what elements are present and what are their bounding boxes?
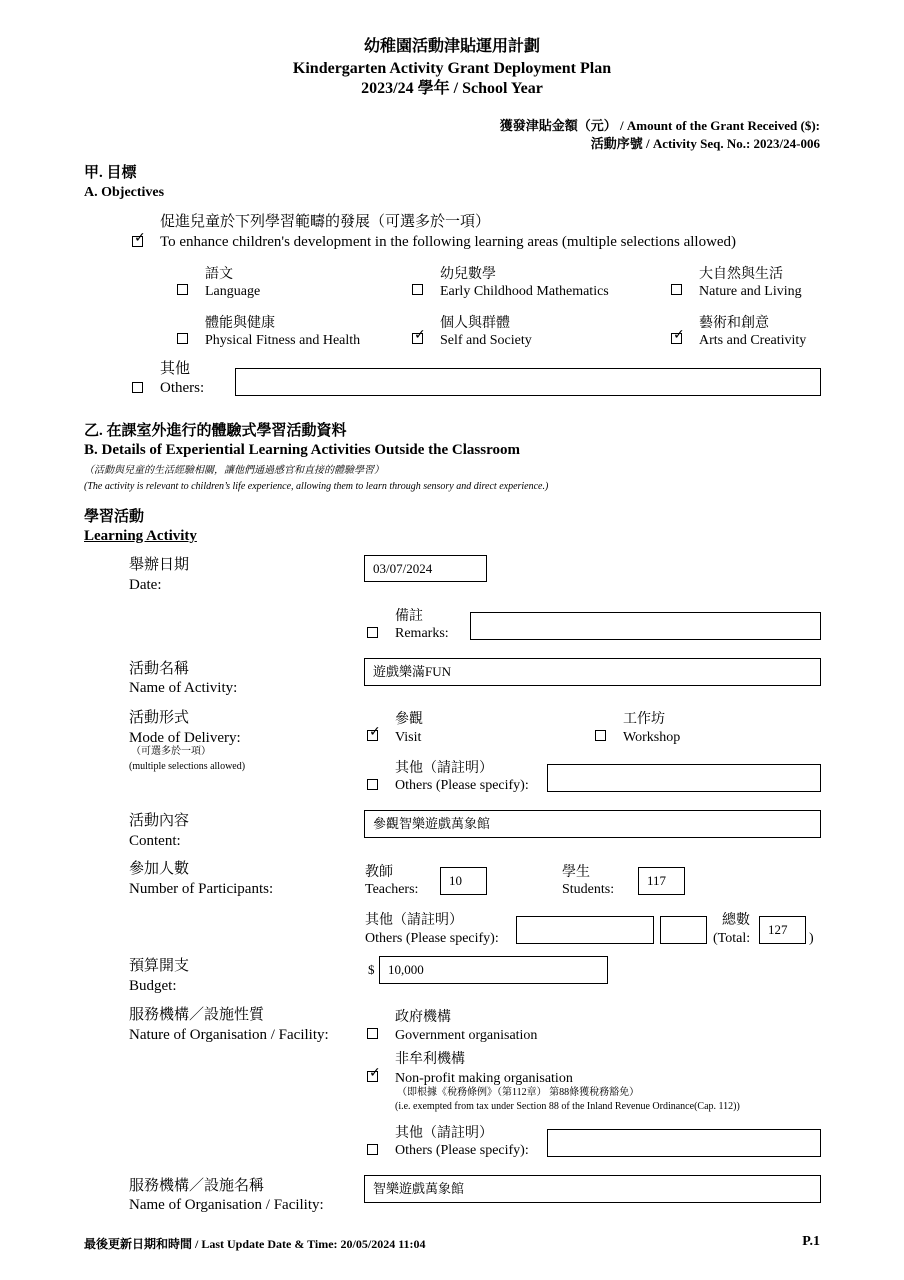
workshop-label-zh: 工作坊 — [623, 712, 665, 727]
students-label-en: Students: — [562, 882, 615, 897]
others-checkbox[interactable] — [132, 382, 143, 393]
mode-others-checkbox[interactable] — [367, 779, 378, 790]
section-b-heading-en: B. Details of Experiential Learning Activities Outside the Classroom — [84, 442, 520, 458]
activity-seq-no: 活動序號 / Activity Seq. No.: 2023/24-006 — [590, 136, 820, 151]
mode-note-en: (multiple selections allowed) — [129, 761, 246, 772]
area-fitness-en: Physical Fitness and Health — [205, 333, 361, 348]
objective-checkbox[interactable] — [132, 236, 143, 247]
participants-others-label-zh: 其他（請註明） — [365, 913, 463, 928]
remarks-checkbox[interactable] — [367, 627, 378, 638]
area-arts-en: Arts and Creativity — [699, 333, 807, 348]
area-self-society-zh: 個人與群體 — [440, 316, 510, 331]
remarks-input[interactable] — [470, 612, 821, 640]
mode-note-zh: （可選多於一項） — [131, 746, 211, 757]
remarks-label-en: Remarks: — [395, 626, 449, 641]
date-field[interactable]: 03/07/2024 — [364, 555, 487, 582]
grant-amount: 獲發津貼金額（元） / Amount of the Grant Received ($): — [499, 118, 820, 133]
participants-label-en: Number of Participants: — [129, 881, 274, 897]
area-language-en: Language — [205, 284, 261, 299]
total-label-zh: 總數 — [722, 913, 750, 928]
area-arts-zh: 藝術和創意 — [699, 316, 769, 331]
area-self-society-en: Self and Society — [440, 333, 532, 348]
nature-others-label-zh: 其他（請註明） — [395, 1126, 493, 1141]
area-checkbox-maths[interactable] — [412, 284, 423, 295]
school-year: 2023/24 學年 / School Year — [361, 80, 543, 97]
title-en: Kindergarten Activity Grant Deployment Plan — [292, 60, 612, 77]
others-label-zh: 其他 — [160, 361, 191, 377]
area-fitness-zh: 體能與健康 — [205, 316, 275, 331]
gov-checkbox[interactable] — [367, 1028, 378, 1039]
visit-label-zh: 參觀 — [395, 712, 423, 727]
mode-label-zh: 活動形式 — [129, 710, 190, 726]
teachers-label-zh: 教師 — [365, 865, 393, 880]
total-field[interactable]: 127 — [759, 916, 806, 944]
nature-others-checkbox[interactable] — [367, 1144, 378, 1155]
remarks-label-zh: 備註 — [395, 609, 423, 624]
budget-label-en: Budget: — [129, 978, 177, 994]
gov-label-en: Government organisation — [395, 1028, 538, 1043]
others-input[interactable] — [235, 368, 821, 396]
org-name-label-zh: 服務機構／設施名稱 — [129, 1178, 265, 1194]
students-label-zh: 學生 — [562, 865, 590, 880]
npo-note-zh: （即根據《稅務條例》（第112章） 第88條獲稅務豁免） — [397, 1087, 640, 1098]
area-nature-en: Nature and Living — [699, 284, 802, 299]
nature-others-input[interactable] — [547, 1129, 821, 1157]
total-close-paren: ) — [809, 931, 814, 946]
section-b-heading-zh: 乙. 在課室外進行的體驗式學習活動資料 — [84, 423, 347, 439]
objective-label-zh: 促進兒童於下列學習範疇的發展（可選多於一項） — [160, 214, 491, 230]
activity-name-field[interactable]: 遊戲樂滿FUN — [364, 658, 821, 686]
activity-name-label-zh: 活動名稱 — [129, 661, 190, 677]
area-maths-zh: 幼兒數學 — [440, 267, 496, 282]
title-zh: 幼稚園活動津貼運用計劃 — [363, 38, 540, 55]
total-label-en: (Total: — [713, 931, 751, 946]
learning-activity-en: Learning Activity — [84, 528, 197, 544]
objective-label-en: To enhance children's development in the following learning areas (multiple selections allowed) — [160, 234, 737, 250]
participants-others-count[interactable] — [660, 916, 707, 944]
mode-others-label-en: Others (Please specify): — [395, 778, 529, 793]
students-field[interactable]: 117 — [638, 867, 685, 895]
learning-activity-zh: 學習活動 — [84, 509, 145, 525]
npo-note-en: (i.e. exempted from tax under Section 88 of the Inland Revenue Ordinance(Cap. 112)) — [395, 1101, 740, 1112]
area-maths-en: Early Childhood Mathematics — [440, 284, 609, 299]
others-label-en: Others: — [160, 380, 205, 396]
npo-label-en: Non-profit making organisation — [395, 1071, 573, 1086]
npo-label-zh: 非牟利機構 — [395, 1052, 465, 1067]
activity-name-label-en: Name of Activity: — [129, 680, 238, 696]
mode-label-en: Mode of Delivery: — [129, 730, 241, 746]
mode-others-input[interactable] — [547, 764, 821, 792]
last-update: 最後更新日期和時間 / Last Update Date & Time: 20/05/2024 11:04 — [84, 1237, 426, 1251]
section-a-heading-zh: 甲. 目標 — [84, 165, 137, 181]
section-b-note-en: (The activity is relevant to children’s life experience, allowing them to learn through sensory and direct experience.) — [84, 481, 549, 492]
org-name-field[interactable]: 智樂遊戲萬象館 — [364, 1175, 821, 1203]
teachers-label-en: Teachers: — [365, 882, 419, 897]
budget-field[interactable]: 10,000 — [379, 956, 608, 984]
nature-label-zh: 服務機構／設施性質 — [129, 1007, 265, 1023]
area-checkbox-self-society[interactable] — [412, 333, 423, 344]
area-nature-zh: 大自然與生活 — [699, 267, 783, 282]
area-language-zh: 語文 — [205, 267, 233, 282]
nature-others-label-en: Others (Please specify): — [395, 1143, 529, 1158]
date-label-zh: 舉辦日期 — [129, 557, 190, 573]
participants-label-zh: 參加人數 — [129, 861, 190, 877]
date-label-en: Date: — [129, 577, 162, 593]
visit-label-en: Visit — [395, 730, 422, 745]
area-checkbox-language[interactable] — [177, 284, 188, 295]
nature-label-en: Nature of Organisation / Facility: — [129, 1027, 329, 1043]
gov-label-zh: 政府機構 — [395, 1010, 451, 1025]
content-field[interactable]: 參觀智樂遊戲萬象館 — [364, 810, 821, 838]
participants-others-label-en: Others (Please specify): — [365, 931, 499, 946]
content-label-zh: 活動內容 — [129, 813, 190, 829]
content-label-en: Content: — [129, 833, 181, 849]
section-a-heading-en: A. Objectives — [84, 185, 165, 200]
area-checkbox-arts[interactable] — [671, 333, 682, 344]
mode-others-label-zh: 其他（請註明） — [395, 761, 493, 776]
page-number: P.1 — [802, 1234, 820, 1249]
visit-checkbox[interactable] — [367, 730, 378, 741]
area-checkbox-fitness[interactable] — [177, 333, 188, 344]
budget-currency: $ — [368, 962, 375, 977]
npo-checkbox[interactable] — [367, 1071, 378, 1082]
participants-others-input[interactable] — [516, 916, 654, 944]
section-b-note-zh: （活動與兒童的生活經驗相關，讓他們通過感官和直接的體驗學習） — [84, 465, 384, 476]
org-name-label-en: Name of Organisation / Facility: — [129, 1197, 324, 1213]
teachers-field[interactable]: 10 — [440, 867, 487, 895]
budget-label-zh: 預算開支 — [129, 958, 190, 974]
workshop-checkbox[interactable] — [595, 730, 606, 741]
area-checkbox-nature[interactable] — [671, 284, 682, 295]
workshop-label-en: Workshop — [623, 730, 681, 745]
